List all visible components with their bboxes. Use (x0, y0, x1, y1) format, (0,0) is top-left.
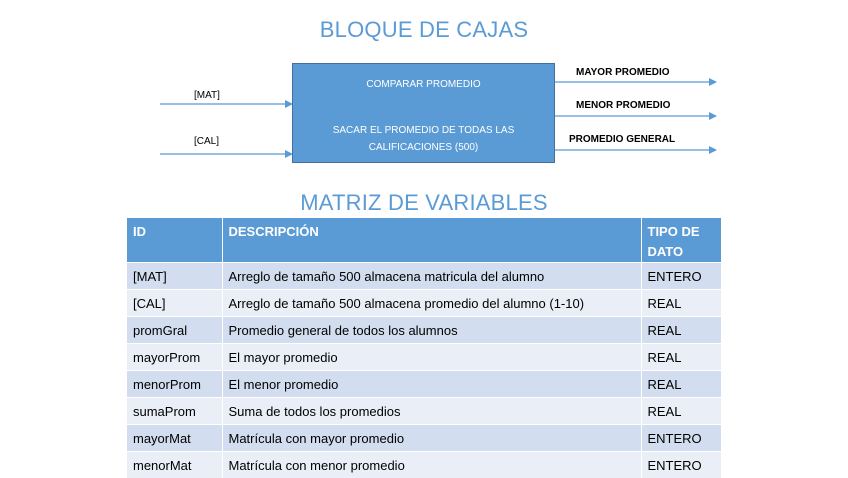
cell-id: sumaProm (127, 398, 222, 425)
cell-description: Suma de todos los promedios (222, 398, 641, 425)
table-row (127, 425, 721, 452)
cell-description: Promedio general de todos los alumnos (222, 317, 641, 344)
table-row (127, 398, 721, 425)
table-row (127, 317, 721, 344)
input-label-cal: [CAL] (194, 136, 219, 147)
output-label-general: PROMEDIO GENERAL (569, 134, 675, 145)
header-data-type: TIPO DE DATO (641, 218, 721, 263)
cell-description: Matrícula con mayor promedio (222, 425, 641, 452)
cell-id: mayorMat (127, 425, 222, 452)
cell-type: REAL (641, 344, 721, 371)
cell-description: El mayor promedio (222, 344, 641, 371)
cell-description: El menor promedio (222, 371, 641, 398)
cell-id: [MAT] (127, 263, 222, 290)
cell-id: mayorProm (127, 344, 222, 371)
cell-type: ENTERO (641, 452, 721, 478)
cell-type: REAL (641, 371, 721, 398)
table-row (127, 290, 721, 317)
process-box-line1: COMPARAR PROMEDIO (293, 79, 554, 90)
process-box (292, 63, 555, 163)
input-label-mat: [MAT] (194, 90, 220, 101)
cell-description: Arreglo de tamaño 500 almacena matricula del alumno (222, 263, 641, 290)
table-row (127, 344, 721, 371)
cell-id: [CAL] (127, 290, 222, 317)
cell-description: Matrícula con menor promedio (222, 452, 641, 478)
cell-description: Arreglo de tamaño 500 almacena promedio del alumno (1-10) (222, 290, 641, 317)
cell-type: REAL (641, 398, 721, 425)
block-diagram-title: BLOQUE DE CAJAS (0, 17, 848, 43)
table-row (127, 263, 721, 290)
process-box-line2: SACAR EL PROMEDIO DE TODAS LAS CALIFICACIONES (500) (313, 122, 534, 156)
cell-id: menorProm (127, 371, 222, 398)
header-id: ID (127, 218, 222, 263)
cell-id: menorMat (127, 452, 222, 478)
output-label-max: MAYOR PROMEDIO (576, 67, 670, 78)
table-row (127, 452, 721, 478)
output-label-min: MENOR PROMEDIO (576, 100, 670, 111)
table-row (127, 371, 721, 398)
cell-id: promGral (127, 317, 222, 344)
header-description: DESCRIPCIÓN (222, 218, 641, 263)
cell-type: ENTERO (641, 263, 721, 290)
variables-table (127, 218, 721, 478)
matrix-title: MATRIZ DE VARIABLES (0, 190, 848, 216)
table-header-row (127, 218, 721, 263)
cell-type: REAL (641, 317, 721, 344)
cell-type: ENTERO (641, 425, 721, 452)
cell-type: REAL (641, 290, 721, 317)
